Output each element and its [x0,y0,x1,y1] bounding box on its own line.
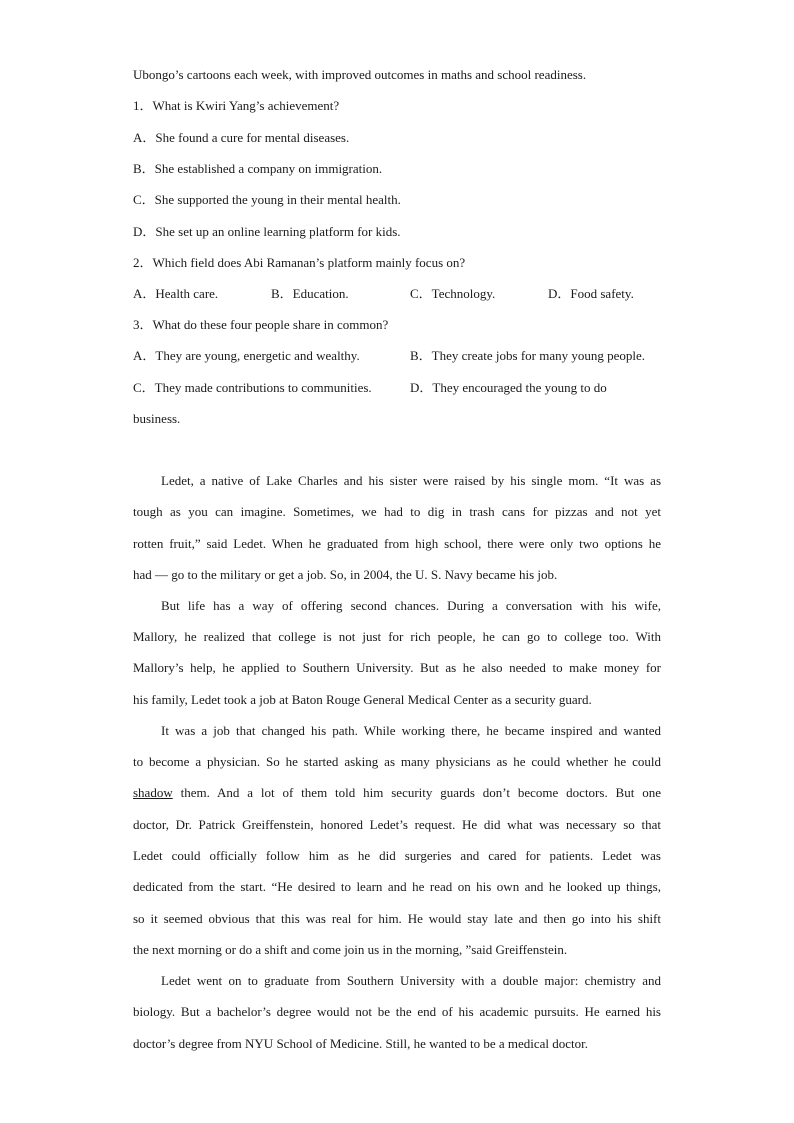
passage-p3-line-5: Ledet could officially follow him as he did surgeries and cared for patients. Ledet was [133,848,661,863]
lead-line: Ubongo’s cartoons each week, with improved outcomes in maths and school readiness. [133,67,587,82]
question-2-option-c: C．Technology. [410,286,496,301]
passage-p1-line-4: had — go to the military or get a job. So, in 2004, the U. S. Navy became his job. [133,567,558,582]
passage-p2-line-4: his family, Ledet took a job at Baton Rouge General Medical Center as a security guard. [133,692,592,707]
question-3-option-b: B．They create jobs for many young people. [410,348,646,363]
question-2-stem: 2．Which field does Abi Ramanan’s platform mainly focus on? [133,255,466,270]
question-3-option-a: A．They are young, energetic and wealthy. [133,348,360,363]
question-3-option-d-continuation: business. [133,411,181,426]
question-3-option-c: C．They made contributions to communities. [133,380,372,395]
passage-p3-line-8: the next morning or do a shift and come join us in the morning, ”said Greiffenstein. [133,942,568,957]
question-2-option-d: D．Food safety. [548,286,634,301]
question-1-option-a: A．She found a cure for mental diseases. [133,130,350,145]
passage-p3-line-3-rest: them. And a lot of them told him security guards don’t become doctors. But one [172,785,661,800]
passage-p3-line-7: so it seemed obvious that this was real for him. He would stay late and then go into his shift [133,911,661,926]
underlined-word-shadow: shadow [133,785,173,800]
question-1-option-d: D．She set up an online learning platform for kids. [133,224,401,239]
passage-p3-line-4: doctor, Dr. Patrick Greiffenstein, honored Ledet’s request. He did what was necessary so that [133,817,661,832]
passage-p4-line-3: doctor’s degree from NYU School of Medicine. Still, he wanted to be a medical doctor. [133,1036,588,1051]
passage-p3-line-3 [133,785,661,801]
passage-p3-line-2: to become a physician. So he started asking as many physicians as he could whether he could [133,754,661,769]
passage-p1-line-2: tough as you can imagine. Sometimes, we had to dig in trash cans for pizzas and not yet [133,504,661,519]
passage-p2-line-3: Mallory’s help, he applied to Southern University. But as he also needed to make money for [133,660,661,675]
question-1-option-c: C．She supported the young in their mental health. [133,192,401,207]
passage-p3-line-1: It was a job that changed his path. While working there, he became inspired and wanted [161,723,661,738]
passage-p4-line-1: Ledet went on to graduate from Southern University with a double major: chemistry and [161,973,661,988]
passage-p1-line-1: Ledet, a native of Lake Charles and his sister were raised by his single mom. “It was as [161,473,661,488]
passage-p2-line-2: Mallory, he realized that college is not just for rich people, he can go to college too. With [133,629,661,644]
passage-p4-line-2: biology. But a bachelor’s degree would not be the end of his academic pursuits. He earned his [133,1004,661,1019]
question-2-option-a: A．Health care. [133,286,219,301]
passage-p3-line-6: dedicated from the start. “He desired to learn and he read on his own and he looked up things, [133,879,661,894]
passage-p1-line-3: rotten fruit,” said Ledet. When he graduated from high school, there were only two options he [133,536,661,551]
question-3-stem: 3．What do these four people share in common? [133,317,389,332]
question-1-option-b: B．She established a company on immigration. [133,161,383,176]
passage-p2-line-1: But life has a way of offering second chances. During a conversation with his wife, [161,598,661,613]
question-3-option-d: D．They encouraged the young to do [410,380,607,395]
question-1-stem: 1．What is Kwiri Yang’s achievement? [133,98,340,113]
question-2-option-b: B．Education. [271,286,349,301]
